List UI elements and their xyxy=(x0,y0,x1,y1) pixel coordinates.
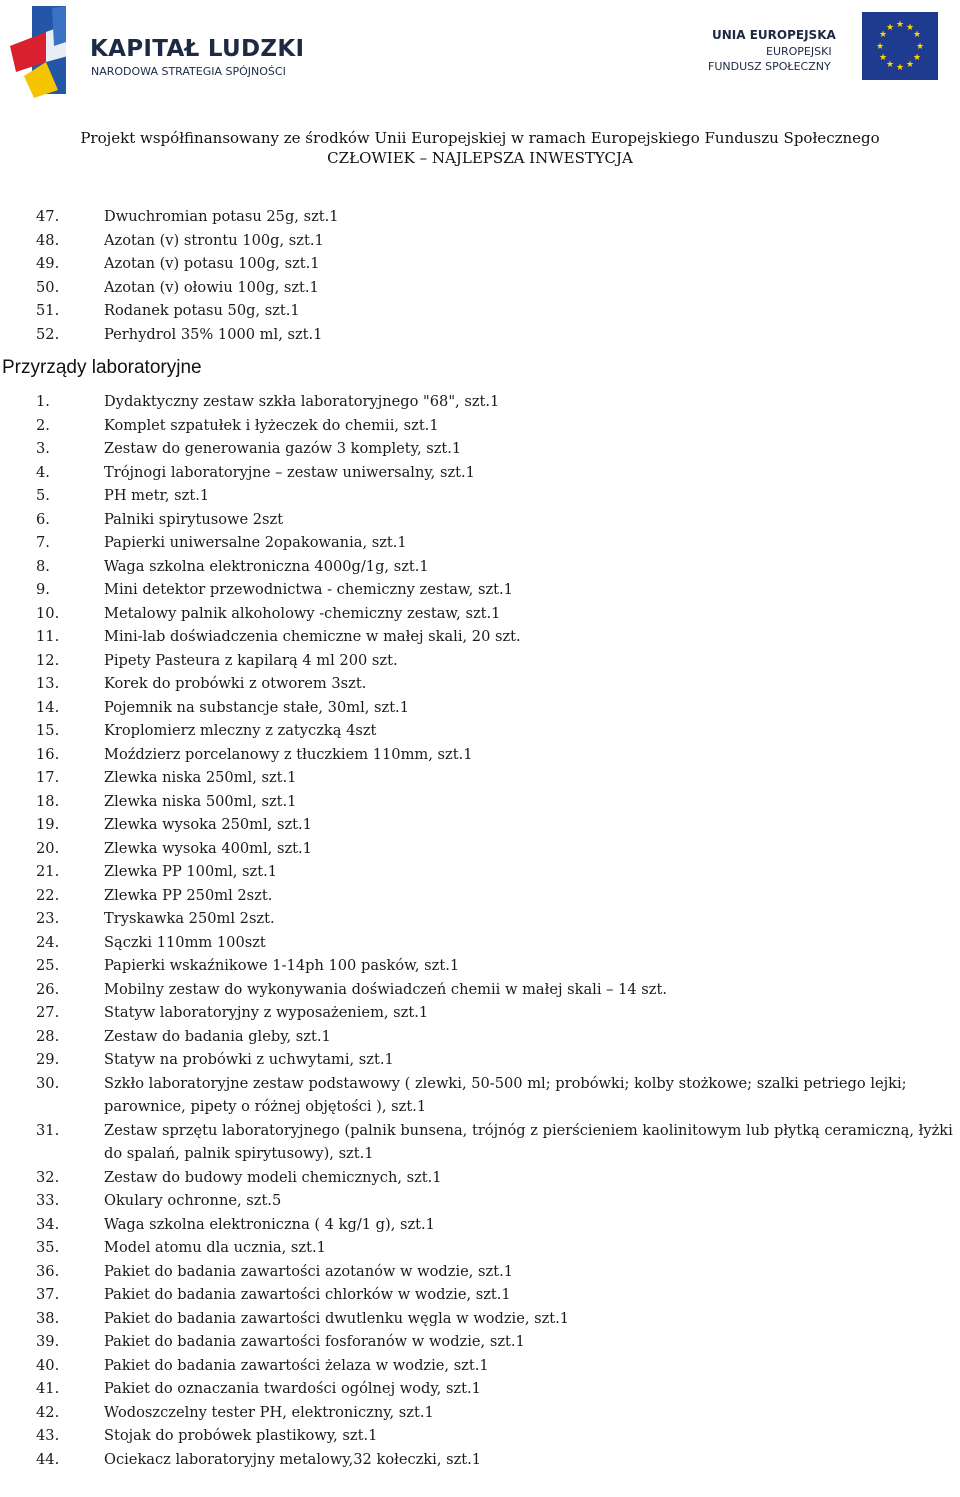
list-item-number: 41. xyxy=(36,1380,60,1397)
list-item-number: 32. xyxy=(36,1168,60,1186)
eu-logo-line1: UNIA EUROPEJSKA xyxy=(712,28,836,42)
list-item xyxy=(0,1283,960,1307)
list-item-text: Zestaw do badania gleby, szt.1 xyxy=(104,1027,331,1045)
list-item-number: 22. xyxy=(36,886,60,904)
kapital-ludzki-emblem-icon xyxy=(6,2,86,102)
list-item-number: 50. xyxy=(36,278,60,296)
list-item xyxy=(0,954,960,978)
list-item xyxy=(0,531,960,555)
list-item-number: 30. xyxy=(36,1074,60,1092)
list-item-number: 47. xyxy=(36,208,60,225)
list-item xyxy=(0,672,960,696)
list-item-text: Zlewka wysoka 250ml, szt.1 xyxy=(104,816,312,833)
list-item-number: 21. xyxy=(36,863,60,880)
list-item xyxy=(0,602,960,626)
list-item xyxy=(0,323,960,347)
list-item-number: 7. xyxy=(36,534,50,551)
list-item-text: Papierki wskaźnikowe 1-14ph 100 pasków, szt.1 xyxy=(104,957,460,974)
list-item xyxy=(0,1236,960,1260)
svg-text:★: ★ xyxy=(905,60,915,70)
list-item-text: Stojak do probówek plastikowy, szt.1 xyxy=(104,1427,378,1444)
list-item-text: Azotan (v) potasu 100g, szt.1 xyxy=(104,255,320,272)
list-item xyxy=(0,907,960,931)
list-item xyxy=(0,931,960,955)
list-item-number: 34. xyxy=(36,1215,60,1233)
list-item-number: 35. xyxy=(36,1239,60,1256)
list-item xyxy=(0,229,960,253)
list-item xyxy=(0,1377,960,1401)
svg-text:★: ★ xyxy=(895,63,905,73)
list-item-number: 19. xyxy=(36,816,60,833)
list-item-number: 20. xyxy=(36,839,60,857)
list-item-text: Rodanek potasu 50g, szt.1 xyxy=(104,302,300,319)
list-item-text: Korek do probówki z otworem 3szt. xyxy=(104,675,367,692)
kapital-ludzki-logo xyxy=(6,2,306,102)
logo-subtitle: NARODOWA STRATEGIA SPÓJNOŚCI xyxy=(91,65,286,78)
svg-text:★: ★ xyxy=(912,30,922,40)
list-item xyxy=(0,813,960,837)
list-item-text: PH metr, szt.1 xyxy=(104,487,210,504)
list-item xyxy=(0,1330,960,1354)
svg-text:★: ★ xyxy=(895,20,905,30)
list-item xyxy=(0,1048,960,1072)
list-item-text: Zestaw do generowania gazów 3 komplety, szt.1 xyxy=(104,440,462,457)
list-item-text: Mini-lab doświadczenia chemiczne w małej skali, 20 szt. xyxy=(104,628,521,645)
list-item xyxy=(0,1424,960,1448)
list-item-text: Pakiet do badania zawartości chlorków w wodzie, szt.1 xyxy=(104,1286,511,1303)
list-item xyxy=(0,1001,960,1025)
list-item-number: 8. xyxy=(36,557,50,575)
list-item-number: 37. xyxy=(36,1286,60,1303)
list-item-text: Moździerz porcelanowy z tłuczkiem 110mm, szt.1 xyxy=(104,745,473,763)
list-item-number: 10. xyxy=(36,604,60,622)
list-item xyxy=(0,625,960,649)
list-item-text: Pojemnik na substancje stałe, 30ml, szt.1 xyxy=(104,698,409,716)
list-item xyxy=(0,252,960,276)
list-item-text: Okulary ochronne, szt.5 xyxy=(104,1192,282,1209)
list-item xyxy=(0,1401,960,1425)
list-item-number: 38. xyxy=(36,1309,60,1327)
eu-logo-line3: FUNDUSZ SPOŁECZNY xyxy=(708,60,831,73)
list-item-number: 25. xyxy=(36,957,60,974)
list-item-number: 12. xyxy=(36,651,60,669)
list-item-text: Statyw na probówki z uchwytami, szt.1 xyxy=(104,1051,394,1068)
svg-text:★: ★ xyxy=(915,42,925,52)
list-item xyxy=(0,299,960,323)
list-item-text: Tryskawka 250ml 2szt. xyxy=(104,910,275,927)
eu-logo-line2: EUROPEJSKI xyxy=(766,45,832,58)
list-item-number: 4. xyxy=(36,463,50,481)
list-item xyxy=(0,649,960,673)
list-item xyxy=(0,1119,960,1166)
list-item-number: 36. xyxy=(36,1262,60,1280)
list-item-number: 17. xyxy=(36,769,60,786)
list-item-number: 2. xyxy=(36,416,50,434)
svg-text:★: ★ xyxy=(878,53,888,63)
list-item-text: Trójnogi laboratoryjne – zestaw uniwersalny, szt.1 xyxy=(104,463,475,481)
list-item-number: 49. xyxy=(36,255,60,272)
list-item-text: Waga szkolna elektroniczna 4000g/1g, szt.1 xyxy=(104,557,429,575)
list-item-number: 48. xyxy=(36,231,60,249)
list-item-text: Zlewka niska 500ml, szt.1 xyxy=(104,792,297,810)
list-item-number: 29. xyxy=(36,1051,60,1068)
list-item-text: Zlewka wysoka 400ml, szt.1 xyxy=(104,839,312,857)
list-item-text: Waga szkolna elektroniczna ( 4 kg/1 g), szt.1 xyxy=(104,1215,435,1233)
list-item xyxy=(0,555,960,579)
document-body xyxy=(0,205,960,1471)
list-item-text: Palniki spirytusowe 2szt xyxy=(104,510,284,528)
eu-flag-icon xyxy=(862,12,938,80)
list-item-number: 44. xyxy=(36,1450,60,1468)
list-item-text: Pakiet do badania zawartości azotanów w wodzie, szt.1 xyxy=(104,1262,513,1280)
list-item xyxy=(0,719,960,743)
svg-text:★: ★ xyxy=(885,23,895,33)
list-item xyxy=(0,860,960,884)
list-item-number: 1. xyxy=(36,393,50,410)
list-item xyxy=(0,1354,960,1378)
list-item-number: 31. xyxy=(36,1121,60,1139)
list-item xyxy=(0,508,960,532)
svg-text:★: ★ xyxy=(912,53,922,63)
list-item-number: 13. xyxy=(36,675,60,692)
section-heading: Przyrządy laboratoryjne xyxy=(2,357,202,378)
list-item xyxy=(0,205,960,229)
list-item-text: Papierki uniwersalne 2opakowania, szt.1 xyxy=(104,534,407,551)
list-item-text: Pakiet do badania zawartości dwutlenku węgla w wodzie, szt.1 xyxy=(104,1309,570,1327)
list-item-text: Azotan (v) strontu 100g, szt.1 xyxy=(104,231,324,249)
list-item-number: 23. xyxy=(36,910,60,927)
svg-text:★: ★ xyxy=(875,42,885,52)
list-item xyxy=(0,437,960,461)
list-item-text: Kroplomierz mleczny z zatyczką 4szt xyxy=(104,722,377,739)
list-item xyxy=(0,1025,960,1049)
list-item-text: Perhydrol 35% 1000 ml, szt.1 xyxy=(104,325,323,343)
list-item-text: Wodoszczelny tester PH, elektroniczny, szt.1 xyxy=(104,1403,434,1421)
svg-text:★: ★ xyxy=(885,60,895,70)
eu-efs-logo xyxy=(700,12,940,84)
list-item-number: 11. xyxy=(36,628,60,645)
list-item-number: 52. xyxy=(36,325,60,343)
list-item-number: 42. xyxy=(36,1403,60,1421)
list-item-text: Pakiet do badania zawartości fosforanów w wodzie, szt.1 xyxy=(104,1333,525,1350)
list-item-text: Komplet szpatułek i łyżeczek do chemii, szt.1 xyxy=(104,416,439,434)
chemicals-list xyxy=(0,205,960,346)
page-header xyxy=(0,0,960,180)
list-item-text: Model atomu dla ucznia, szt.1 xyxy=(104,1239,326,1256)
list-item xyxy=(0,766,960,790)
list-item-number: 39. xyxy=(36,1333,60,1350)
list-item-text: Sączki 110mm 100szt xyxy=(104,933,266,951)
list-item-number: 18. xyxy=(36,792,60,810)
list-item-number: 43. xyxy=(36,1427,60,1444)
logo-title: KAPITAŁ LUDZKI xyxy=(90,36,305,62)
list-item-number: 5. xyxy=(36,487,50,504)
list-item xyxy=(0,276,960,300)
list-item-number: 15. xyxy=(36,722,60,739)
svg-text:★: ★ xyxy=(878,30,888,40)
list-item-number: 51. xyxy=(36,302,60,319)
lab-equipment-list xyxy=(0,390,960,1471)
list-item xyxy=(0,461,960,485)
list-item-text: Mini detektor przewodnictwa - chemiczny zestaw, szt.1 xyxy=(104,581,513,598)
list-item xyxy=(0,696,960,720)
project-cofinancing-note: Projekt współfinansowany ze środków Unii Europejskiej w ramach Europejskiego Funduszu Społecznego xyxy=(80,129,880,147)
list-item-number: 27. xyxy=(36,1004,60,1021)
list-item xyxy=(0,1307,960,1331)
svg-text:★: ★ xyxy=(905,23,915,33)
project-slogan: CZŁOWIEK – NAJLEPSZA INWESTYCJA xyxy=(327,149,633,167)
list-item xyxy=(0,743,960,767)
list-item-text: Mobilny zestaw do wykonywania doświadczeń chemii w małej skali – 14 szt. xyxy=(104,980,667,998)
list-item-number: 26. xyxy=(36,980,60,998)
list-item xyxy=(0,978,960,1002)
list-item-text: Zlewka PP 250ml 2szt. xyxy=(104,886,273,904)
list-item-number: 3. xyxy=(36,440,50,457)
list-item-number: 28. xyxy=(36,1027,60,1045)
list-item xyxy=(0,484,960,508)
list-item xyxy=(0,1260,960,1284)
list-item xyxy=(0,837,960,861)
list-item-text: Pipety Pasteura z kapilarą 4 ml 200 szt. xyxy=(104,651,398,669)
list-item xyxy=(0,884,960,908)
list-item-text: Dydaktyczny zestaw szkła laboratoryjnego "68", szt.1 xyxy=(104,393,500,410)
list-item-number: 9. xyxy=(36,581,50,598)
list-item-text: Pakiet do oznaczania twardości ogólnej wody, szt.1 xyxy=(104,1380,481,1397)
list-item-text: Zlewka PP 100ml, szt.1 xyxy=(104,863,278,880)
list-item-number: 24. xyxy=(36,933,60,951)
list-item xyxy=(0,1189,960,1213)
list-item-text: Statyw laboratoryjny z wyposażeniem, szt.1 xyxy=(104,1004,429,1021)
list-item xyxy=(0,390,960,414)
list-item xyxy=(0,1448,960,1472)
list-item xyxy=(0,790,960,814)
list-item-number: 40. xyxy=(36,1356,60,1374)
list-item-number: 33. xyxy=(36,1192,60,1209)
list-item-text: Dwuchromian potasu 25g, szt.1 xyxy=(104,208,339,225)
list-item xyxy=(0,414,960,438)
list-item-text: Zestaw sprzętu laboratoryjnego (palnik bunsena, trójnóg z pierścieniem kaolinitowym lub płytką ceramiczną, łyżki do spalań, palnik spirytusowy), szt.1 xyxy=(104,1121,953,1162)
list-item-number: 16. xyxy=(36,745,60,763)
list-item-text: Azotan (v) ołowiu 100g, szt.1 xyxy=(104,278,319,296)
list-item xyxy=(0,578,960,602)
list-item-number: 6. xyxy=(36,510,50,528)
list-item xyxy=(0,1213,960,1237)
list-item xyxy=(0,1166,960,1190)
list-item-text: Metalowy palnik alkoholowy -chemiczny zestaw, szt.1 xyxy=(104,604,501,622)
list-item-text: Pakiet do badania zawartości żelaza w wodzie, szt.1 xyxy=(104,1356,489,1374)
list-item-text: Zestaw do budowy modeli chemicznych, szt.1 xyxy=(104,1168,442,1186)
list-item-text: Ociekacz laboratoryjny metalowy,32 kołeczki, szt.1 xyxy=(104,1450,482,1468)
list-item xyxy=(0,1072,960,1119)
list-item-number: 14. xyxy=(36,698,60,716)
list-item-text: Szkło laboratoryjne zestaw podstawowy ( zlewki, 50-500 ml; probówki; kolby stożkowe; szalki petriego lejki; parownice, pipety o różnej objętości ), szt.1 xyxy=(104,1074,907,1115)
list-item-text: Zlewka niska 250ml, szt.1 xyxy=(104,769,297,786)
